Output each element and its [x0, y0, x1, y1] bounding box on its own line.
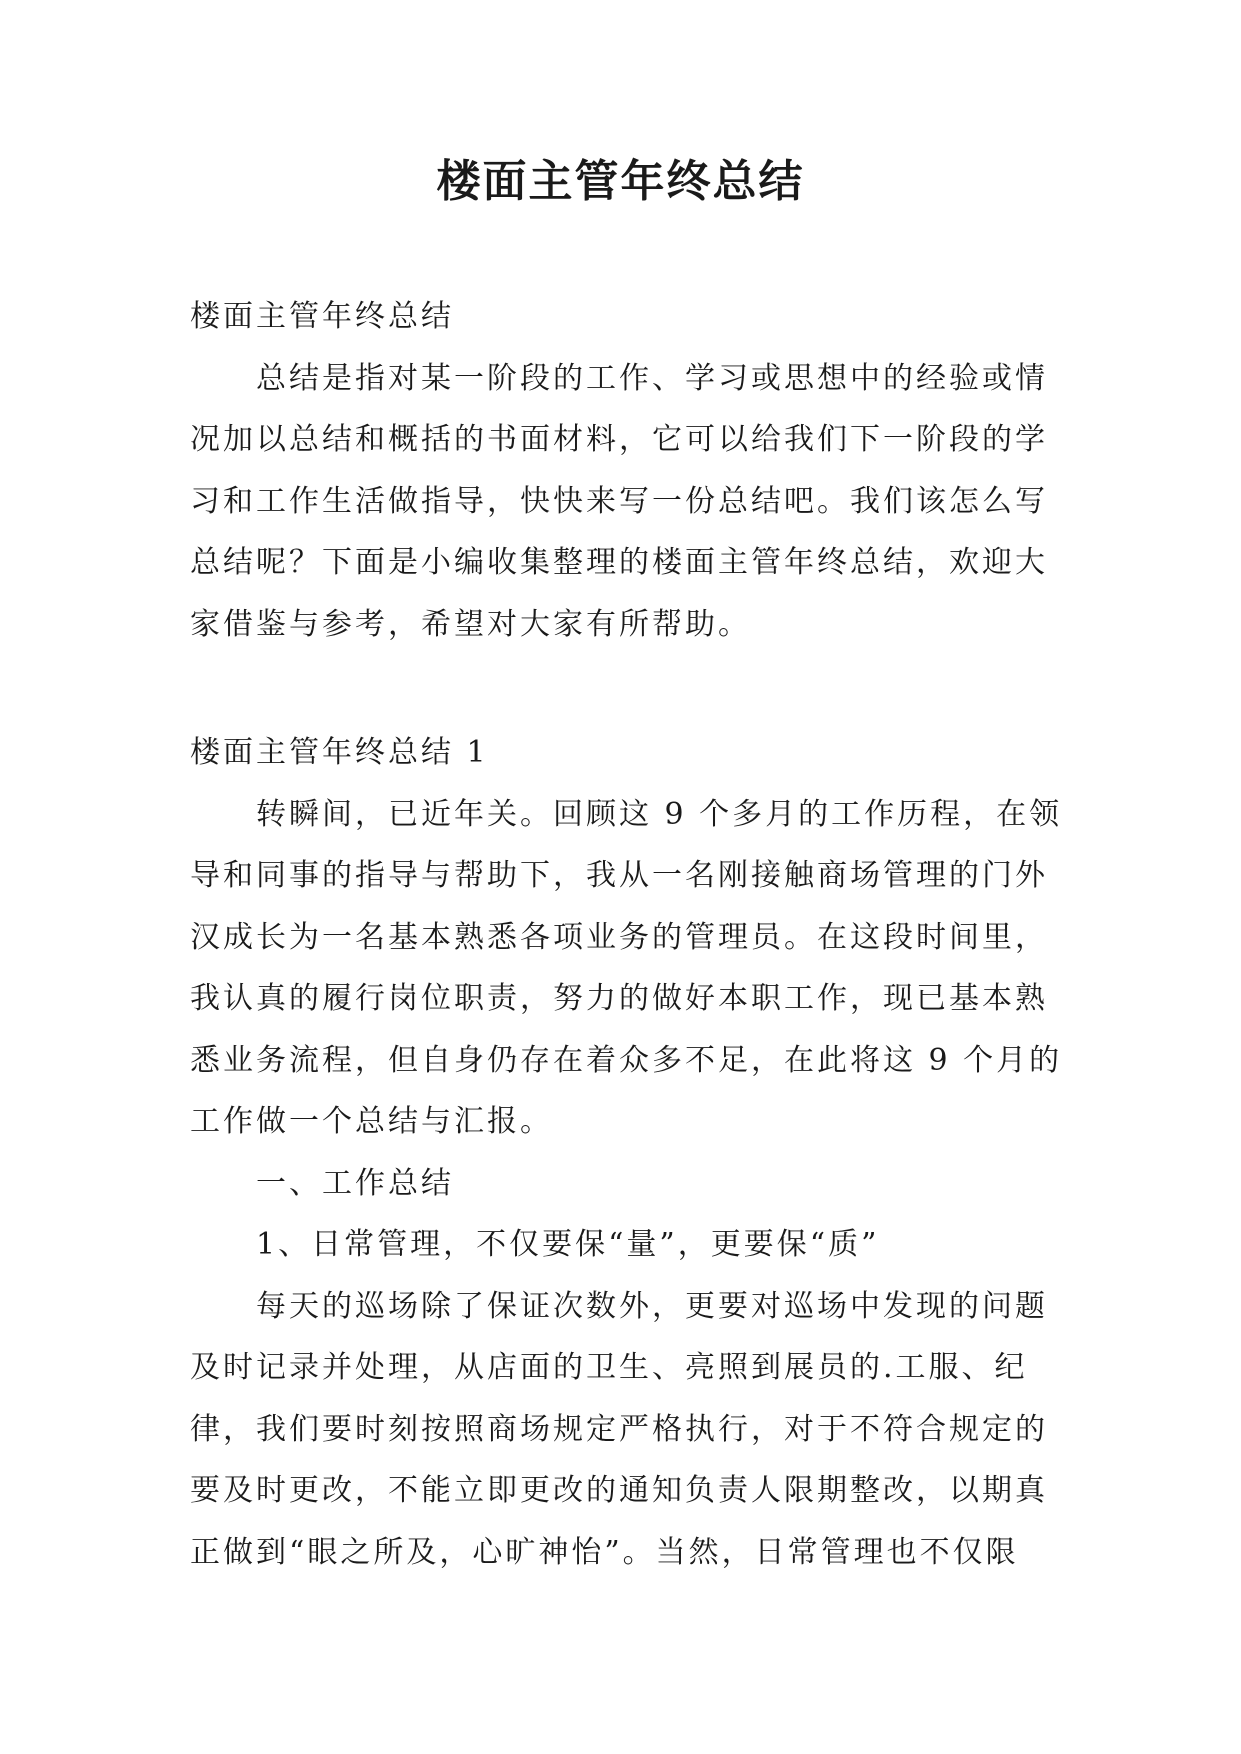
paragraph-line: 工作做一个总结与汇报。	[190, 1104, 553, 1139]
paragraph-line: 律，我们要时刻按照商场规定严格执行，对于不符合规定的	[190, 1411, 1048, 1447]
intro-block	[190, 286, 1060, 655]
intro-line: 况加以总结和概括的书面材料，它可以给我们下一阶段的学	[190, 422, 1048, 457]
document-title: 楼面主管年终总结	[436, 156, 805, 207]
intro-line: 家借鉴与参考，希望对大家有所帮助。	[190, 606, 751, 642]
paragraph-line: 正做到“眼之所及，心旷神怡”。当然，日常管理也不仅限	[190, 1534, 1019, 1570]
paragraph-line: 及时记录并处理，从店面的卫生、亮照到展员的.工服、纪	[190, 1350, 1028, 1385]
paragraph-line: 汉成长为一名基本熟悉各项业务的管理员。在这段时间里，	[190, 919, 1048, 955]
paragraph-line: 我认真的履行岗位职责，努力的做好本职工作，现已基本熟	[190, 981, 1048, 1016]
paragraph-line: 每天的巡场除了保证次数外，更要对巡场中发现的问题	[256, 1288, 1048, 1324]
paragraph-line: 要及时更改，不能立即更改的通知负责人限期整改，以期真	[190, 1473, 1048, 1508]
intro-line: 总结呢？下面是小编收集整理的楼面主管年终总结，欢迎大	[190, 545, 1048, 580]
section-1-heading: 楼面主管年终总结 1	[190, 735, 489, 770]
paragraph-line: 转瞬间，已近年关。回顾这 9 个多月的工作历程，在领	[256, 796, 1063, 832]
intro-line: 习和工作生活做指导，快快来写一份总结吧。我们该怎么写	[190, 483, 1048, 519]
paragraph-line: 导和同事的指导与帮助下，我从一名刚接触商场管理的门外	[190, 858, 1048, 893]
intro-line: 总结是指对某一阶段的工作、学习或思想中的经验或情	[256, 360, 1048, 396]
subheading-work-summary: 一、工作总结	[256, 1165, 454, 1201]
intro-heading: 楼面主管年终总结	[190, 299, 454, 334]
paragraph-line: 悉业务流程，但自身仍存在着众多不足，在此将这 9 个月的	[190, 1042, 1063, 1078]
section-1-block	[190, 722, 1063, 1583]
subheading-daily-management: 1、日常管理，不仅要保“量”，更要保“质”	[256, 1227, 880, 1262]
